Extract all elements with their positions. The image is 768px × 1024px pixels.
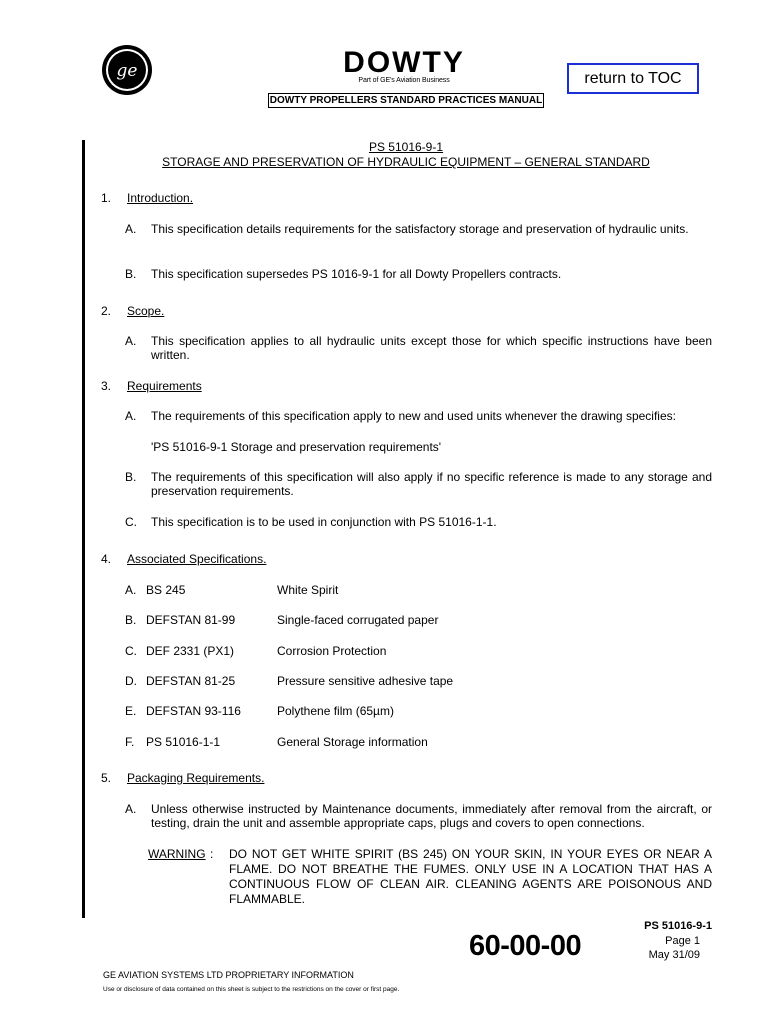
spec-letter: E. [125,704,137,718]
spec-code: PS 51016-1-1 [146,735,221,749]
footer-document-number: PS 51016-9-1 [644,920,712,932]
warning-text: DO NOT GET WHITE SPIRIT (BS 245) ON YOUR SKIN, IN YOUR EYES OR NEAR A FLAME. DO NOT BREATHE THE FUMES. ONLY USE IN A LOCATION THAT HAS A CONTINUOUS FLOW OF CLEAN AIR. CLEANING AGENTS ARE POISONOUS AND FLAMMABLE. [229,847,712,906]
section-number: 1. [101,191,112,205]
item-text: This specification supersedes PS 1016-9-1 for all Dowty Propellers contracts. [151,267,562,281]
revision-bar [82,140,85,918]
spec-letter: A. [125,583,137,597]
section-title-introduction: Introduction. [127,191,194,205]
disclaimer: Use or disclosure of data contained on this sheet is subject to the restrictions on the cover or first page. [103,986,400,993]
item-letter: C. [125,515,137,529]
spec-letter: C. [125,644,137,658]
spec-code: DEFSTAN 93-116 [146,704,241,718]
spec-description: Corrosion Protection [277,644,387,658]
chapter-number: 60-00-00 [469,930,582,962]
manual-title: DOWTY PROPELLERS STANDARD PRACTICES MANUAL [269,95,543,106]
item-letter: A. [125,222,137,236]
item-letter: B. [125,267,137,281]
item-text: This specification applies to all hydraulic units except those for which specific instructions have been written. [151,334,712,362]
item-text: The requirements of this specification will also apply if no specific reference is made to any storage and preservation requirements. [151,470,712,498]
item-text: This specification details requirements for the satisfactory storage and preservation of hydraulic units. [151,222,689,236]
spec-code: DEFSTAN 81-99 [146,613,236,627]
dowty-subtitle: Part of GE's Aviation Business [358,77,450,84]
section-title-scope: Scope. [127,304,165,318]
revision-date: May 31/09 [648,949,700,961]
section-number: 5. [101,771,112,785]
section-number: 3. [101,379,112,393]
spec-description: Polythene film (65µm) [277,704,394,718]
section-title-requirements: Requirements [127,379,202,393]
item-letter: A. [125,334,137,348]
spec-description: Single-faced corrugated paper [277,613,439,627]
item-text: This specification is to be used in conjunction with PS 51016-1-1. [151,515,497,529]
warning-label: WARNING [148,847,206,861]
spec-letter: F. [125,735,135,749]
spec-code: DEFSTAN 81-25 [146,674,236,688]
document-title: STORAGE AND PRESERVATION OF HYDRAULIC EQUIPMENT – GENERAL STANDARD [162,155,650,169]
spec-description: White Spirit [277,583,339,597]
dowty-logo-text: DOWTY [343,46,465,78]
item-letter: A. [125,802,137,816]
spec-letter: D. [125,674,137,688]
section-number: 4. [101,552,112,566]
spec-description: General Storage information [277,735,428,749]
quoted-requirement: 'PS 51016-9-1 Storage and preservation requirements' [151,440,442,454]
spec-letter: B. [125,613,137,627]
item-text: The requirements of this specification apply to new and used units whenever the drawing specifies: [151,409,676,423]
page-number: Page 1 [665,935,700,947]
return-to-toc-button[interactable]: return to TOC [567,63,699,94]
section-title-packaging-requirements: Packaging Requirements. [127,771,265,785]
spec-code: DEF 2331 (PX1) [146,644,235,658]
document-number: PS 51016-9-1 [368,140,444,154]
svg-text:ge: ge [116,61,138,81]
warning-colon: : [210,847,214,861]
dowty-logo [336,44,472,78]
item-letter: B. [125,470,137,484]
spec-code: BS 245 [146,583,186,597]
ge-logo [101,44,153,96]
item-text: Unless otherwise instructed by Maintenance documents, immediately after removal from the aircraft, or testing, drain the unit and assemble appropriate caps, plugs and covers to open connections. [151,802,712,830]
spec-description: Pressure sensitive adhesive tape [277,674,454,688]
section-title-associated-specifications: Associated Specifications. [127,552,267,566]
item-letter: A. [125,409,137,423]
section-number: 2. [101,304,112,318]
proprietary-notice: GE AVIATION SYSTEMS LTD PROPRIETARY INFORMATION [103,970,354,980]
